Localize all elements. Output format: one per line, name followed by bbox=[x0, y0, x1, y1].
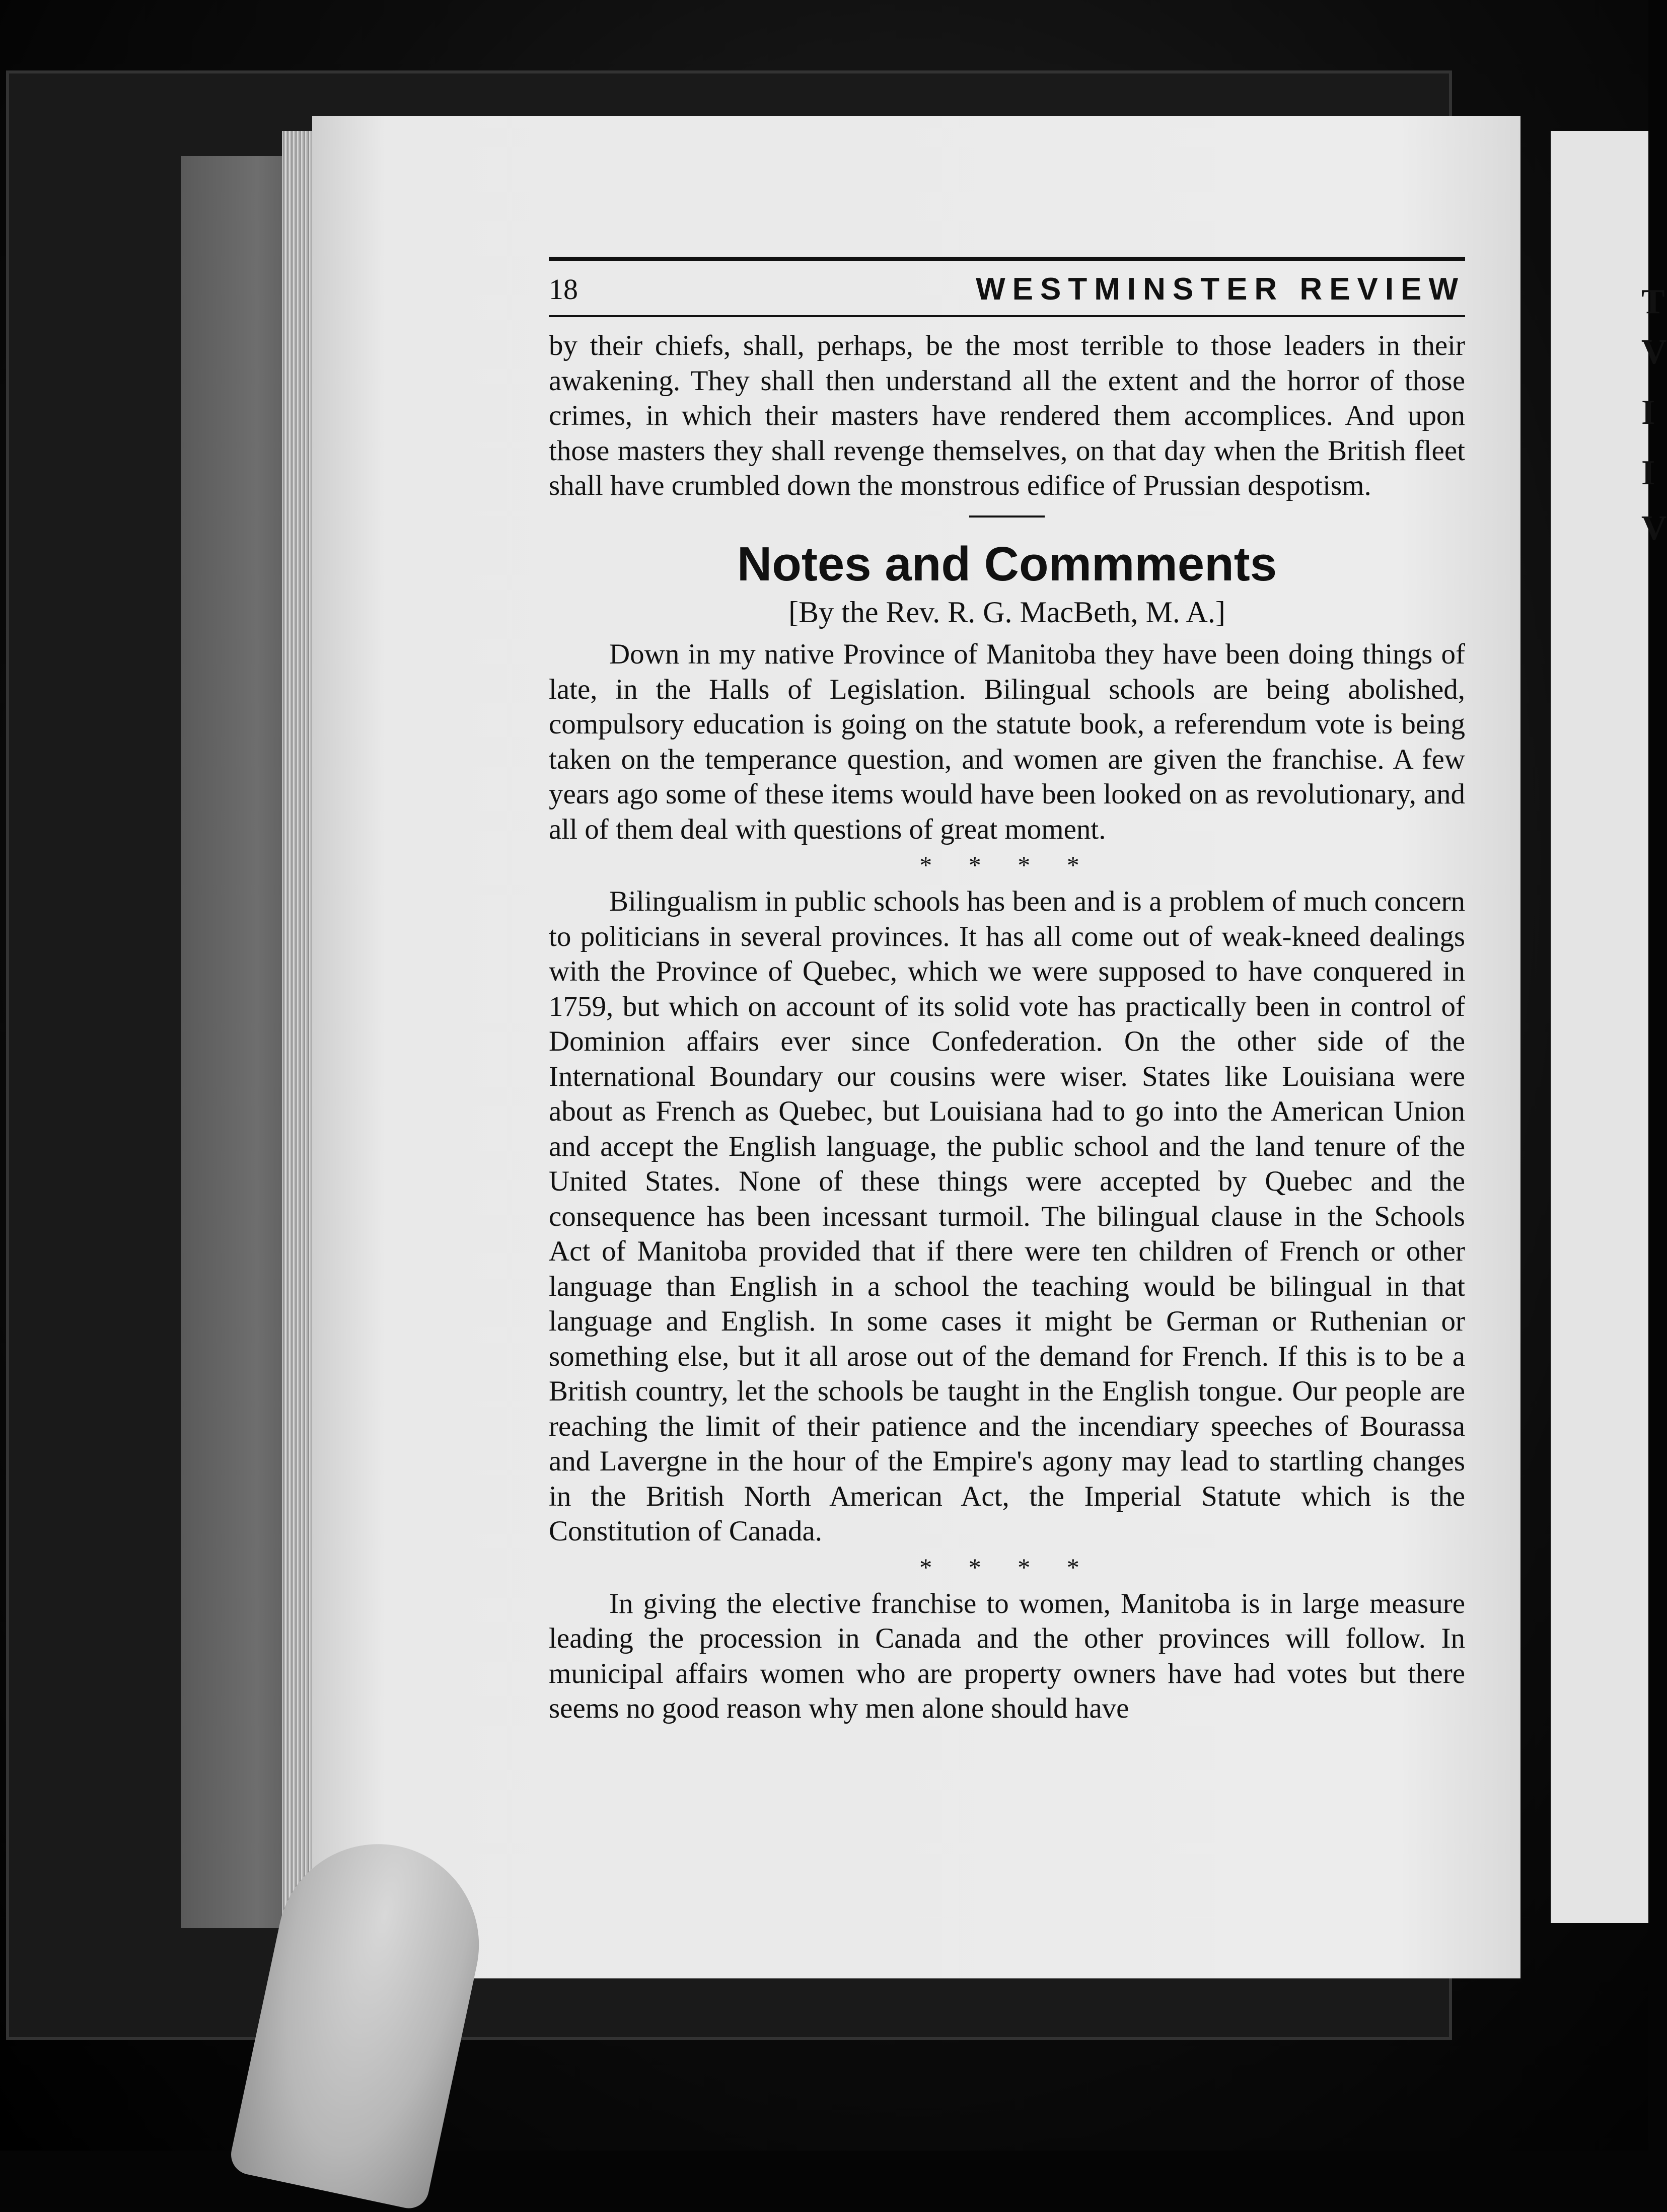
byline: [By the Rev. R. G. MacBeth, M. A.] bbox=[788, 595, 1225, 629]
article-continuation: by their chiefs, shall, perhaps, be the most terrible to those leaders in their awakening. They shall then understand all the extent and the horror of those crimes, in which their masters have rendered them accomplices. And upon those masters they shall revenge themselves, on that day when the British fleet shall have crumbled down the monstrous edifice of Prussian despotism. bbox=[549, 330, 1465, 501]
next-page-letter: V bbox=[1641, 333, 1667, 372]
header-rule-thin bbox=[549, 315, 1465, 317]
journal-title: WESTMINSTER REVIEW bbox=[976, 272, 1465, 307]
section-divider bbox=[969, 515, 1045, 518]
page-content bbox=[549, 257, 1465, 1726]
section-title: Notes and Commments bbox=[737, 537, 1277, 591]
star-separator: * * * * bbox=[919, 1553, 1095, 1581]
running-head bbox=[549, 269, 1465, 309]
next-page-letter: V bbox=[1641, 509, 1667, 548]
next-page-fragment bbox=[1551, 131, 1667, 1923]
paragraph: In giving the elective franchise to women, Manitoba is in large measure leading the procession in Canada and the other provinces will follow. In municipal affairs women who are property owners have had votes but there seems no good reason why men alone should have bbox=[549, 1587, 1465, 1724]
next-page-letter: I bbox=[1641, 393, 1655, 432]
paragraph: Down in my native Province of Manitoba they have been doing things of late, in the Halls of Legislation. Bilingual schools are being abolished, compulsory education is going on the statute book, a referendum vote is being taken on the temperance question, and women are given the franchise. A few years ago some of these items would have been looked on as revolutionary, and all of them deal with questions of great moment. bbox=[549, 638, 1465, 845]
star-separator: * * * * bbox=[919, 851, 1095, 879]
next-page-letter: I bbox=[1641, 454, 1655, 492]
header-rule bbox=[549, 257, 1465, 261]
page-number: 18 bbox=[549, 273, 578, 306]
paragraph: Bilingualism in public schools has been and is a problem of much concern to politicians in several provinces. It has all come out of weak-kneed dealings with the Province of Quebec, which we were supposed to have conquered in 1759, but which on account of its solid vote has practically been in control of Dominion affairs ever since Confederation. On the other side of the International Boundary our cousins were wiser. States like Louisiana were about as French as Quebec, but Louisiana had to go into the American Union and accept the English language, the public school and the land tenure of the United States. None of these things were accepted by Quebec and the consequence has been incessant turmoil. The bilingual clause in the Schools Act of Manitoba provided that if there were ten children of French or other language than English in a school the teaching would be bilingual in that language and English. In some cases it might be German or Ruthenian or something else, but it all arose out of the demand for French. If this is to be a British country, let the schools be taught in the English tongue. Our people are reaching the limit of their patience and the incendiary speeches of Bourassa and Lavergne in the hour of the Empire's agony may lead to startling changes in the British North American Act, the Imperial Statute which is the Constitution of Canada. bbox=[549, 886, 1465, 1547]
next-page-letter: T bbox=[1641, 282, 1665, 321]
